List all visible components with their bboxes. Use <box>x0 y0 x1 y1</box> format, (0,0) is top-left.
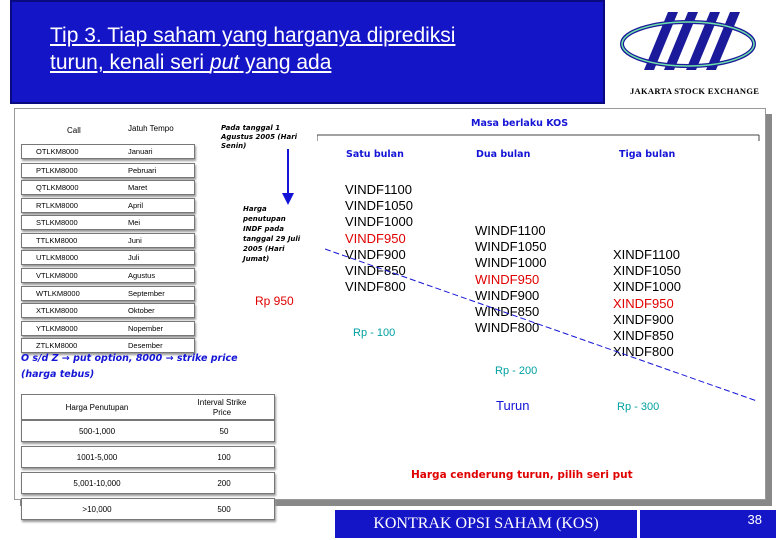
series-row <box>21 198 195 213</box>
title-line-2: turun, kenali seri put yang ada <box>50 51 332 74</box>
legend-note: O s/d Z → put option, 8000 → strike price (harga tebus) <box>21 353 238 380</box>
series-row <box>21 321 195 336</box>
series-code: STLKM8000 <box>36 218 78 227</box>
series-code-item: WINDF1050 <box>475 239 547 255</box>
series-code-item: VINDF900 <box>345 246 406 262</box>
series-code-item: WINDF950 <box>475 271 540 287</box>
note-close-price: Harga penutupan INDF pada tanggal 29 Juli 2005 (Hari Jumat) <box>243 205 301 263</box>
series-code: UTLKM8000 <box>36 253 79 262</box>
series-row <box>21 268 195 283</box>
series-month: April <box>128 201 144 210</box>
series-code-item: VINDF1050 <box>345 198 413 214</box>
series-code-item: VINDF1000 <box>345 214 413 230</box>
series-code-item: XINDF850 <box>613 328 674 344</box>
fraction-header-row <box>21 394 275 420</box>
series-month: Desember <box>128 341 163 350</box>
validity-col-label: Satu bulan <box>346 149 404 160</box>
series-month: Pebruari <box>128 166 157 175</box>
fraction-price-range: 5,001-10,000 <box>73 479 121 488</box>
series-row <box>21 303 195 318</box>
page-box <box>640 510 776 538</box>
series-code-item: WINDF800 <box>475 320 540 336</box>
validity-col-label: Dua bulan <box>476 149 531 160</box>
series-row <box>21 250 195 265</box>
loss-label: Rp - 200 <box>495 365 538 377</box>
slide-title <box>50 22 590 76</box>
series-code-item: XINDF1050 <box>613 263 681 279</box>
price-label: Rp 950 <box>255 294 294 308</box>
series-month: Agustus <box>128 271 156 280</box>
series-row <box>21 215 195 230</box>
title-line-1: Tip 3. Tiap saham yang harganya diprediksi <box>50 24 456 47</box>
page-number: 38 <box>747 512 762 527</box>
series-row <box>21 144 195 159</box>
series-month: Januari <box>128 147 153 156</box>
downtrend-line <box>325 169 765 409</box>
series-code: VTLKM8000 <box>36 271 78 280</box>
title-box <box>10 0 605 104</box>
series-row <box>21 233 195 248</box>
fraction-price-range: >10,000 <box>82 505 112 514</box>
slide-header <box>0 0 780 105</box>
series-row <box>21 163 195 178</box>
series-code: PTLKM8000 <box>36 166 78 175</box>
series-code-item: WINDF850 <box>475 304 540 320</box>
series-code-item: XINDF950 <box>613 295 674 311</box>
down-arrow-icon <box>280 149 296 207</box>
series-code: XTLKM8000 <box>36 306 78 315</box>
series-row <box>21 286 195 301</box>
fraction-row <box>21 472 275 494</box>
footer-box <box>335 510 637 538</box>
series-month: Maret <box>128 183 148 192</box>
series-code: OTLKM8000 <box>36 147 79 156</box>
fraction-row <box>21 446 275 468</box>
fraction-interval: 100 <box>217 453 231 462</box>
trend-label: Turun <box>496 398 530 413</box>
series-month: Oktober <box>128 306 155 315</box>
fraction-header-interval: Interval Strike Price <box>197 398 247 417</box>
series-row <box>21 180 195 195</box>
series-code-item: VINDF800 <box>345 279 406 295</box>
logo-text: JAKARTA STOCK EXCHANGE <box>630 86 760 96</box>
series-code: TTLKM8000 <box>36 236 78 245</box>
content-panel <box>14 108 766 514</box>
series-code-item: VINDF850 <box>345 263 406 279</box>
loss-label: Rp - 100 <box>353 327 396 339</box>
series-code-item: WINDF1100 <box>475 223 546 238</box>
series-code-item: XINDF1000 <box>613 279 681 295</box>
loss-label: Rp - 300 <box>617 401 660 413</box>
series-code-item: WINDF1000 <box>475 255 547 271</box>
conclusion-text: Harga cenderung turun, pilih seri put <box>411 469 633 481</box>
col-header-call: Call <box>67 126 81 135</box>
series-month: Juni <box>128 236 142 245</box>
series-code: ZTLKM8000 <box>36 341 78 350</box>
series-code-item: XINDF900 <box>613 311 674 327</box>
validity-title: Masa berlaku KOS <box>471 118 569 129</box>
fraction-row <box>21 420 275 442</box>
fraction-header-price: Harga Penutupan <box>65 403 129 412</box>
footer-label: KONTRAK OPSI SAHAM (KOS) <box>373 515 599 532</box>
series-month: Juli <box>128 253 140 262</box>
series-code-item: XINDF800 <box>613 344 674 360</box>
fraction-interval: 200 <box>217 479 231 488</box>
series-code: WTLKM8000 <box>36 289 80 298</box>
note-date: Pada tanggal 1 Agustus 2005 (Hari Senin) <box>221 124 298 150</box>
series-month: Mei <box>128 218 141 227</box>
series-code: QTLKM8000 <box>36 183 79 192</box>
series-month: September <box>128 289 165 298</box>
jse-logo-icon <box>606 0 780 90</box>
col-header-due: Jatuh Tempo <box>128 124 174 133</box>
fraction-price-range: 1001-5,000 <box>76 453 118 462</box>
series-month: Nopember <box>128 324 164 333</box>
fraction-interval: 500 <box>217 505 231 514</box>
series-code-item: WINDF900 <box>475 287 540 303</box>
slide-footer <box>0 507 780 540</box>
validity-col-label: Tiga bulan <box>619 149 676 160</box>
series-code: YTLKM8000 <box>36 324 78 333</box>
series-code-item: VINDF950 <box>345 230 406 246</box>
series-code-item: XINDF1100 <box>613 247 680 262</box>
fraction-price-range: 500-1,000 <box>78 427 116 436</box>
fraction-interval: 50 <box>219 427 229 436</box>
series-code-item: VINDF1100 <box>345 182 412 197</box>
series-code: RTLKM8000 <box>36 201 78 210</box>
validity-bracket <box>317 127 763 141</box>
